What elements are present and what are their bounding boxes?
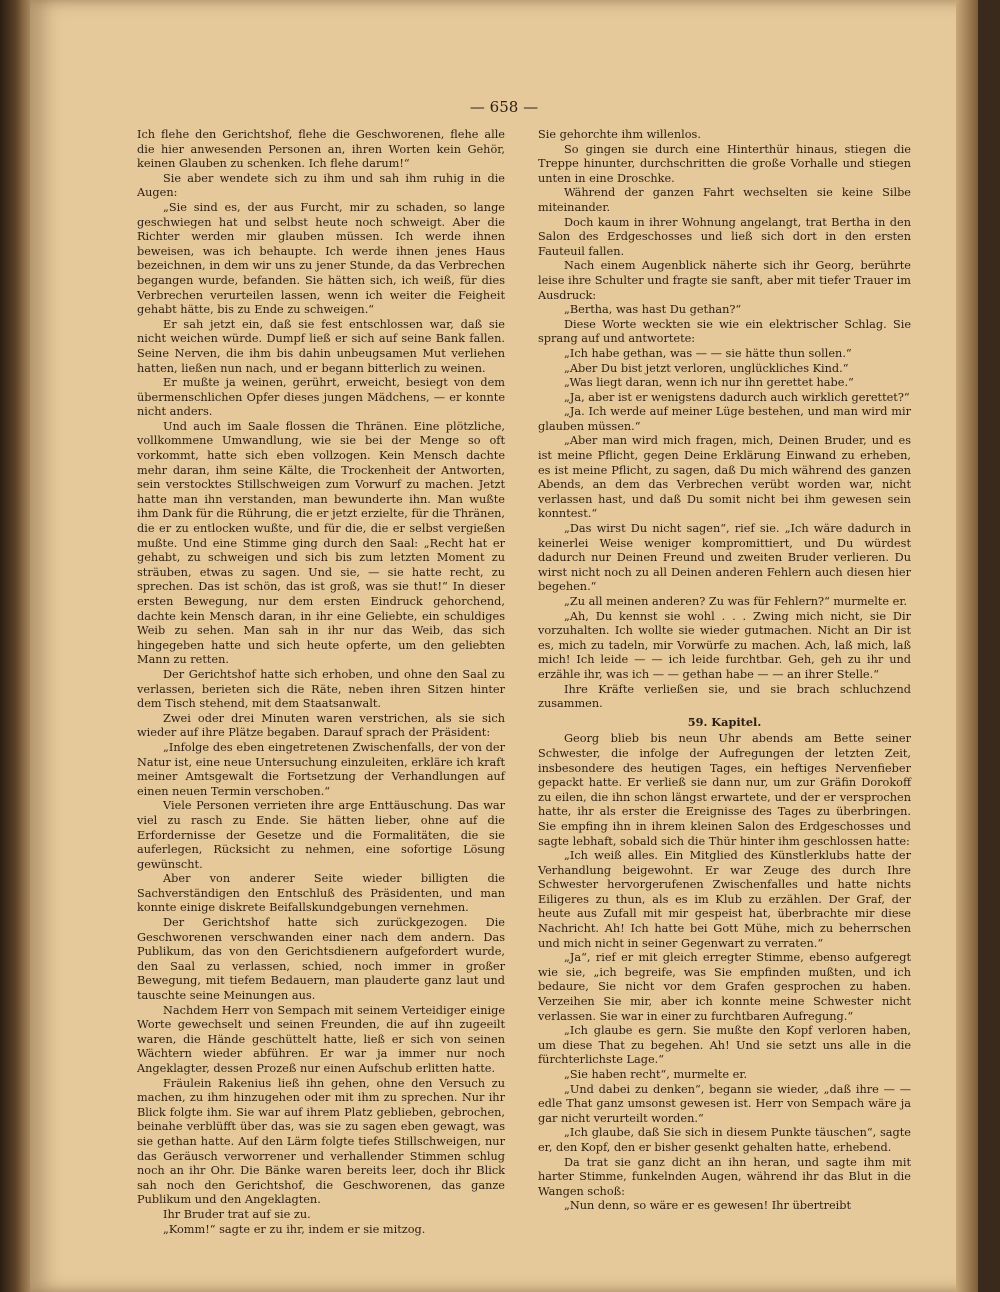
paragraph: „Aber Du bist jetzt verloren, unglückliches Kind.“ [564,361,849,375]
paragraph: Da trat sie ganz dicht an ihn heran, und sagte ihm mit harter Stimme, funkelnden Augen, während ihr das Blut in die Wangen schoß: [538,1155,911,1198]
paragraph: Diese Worte weckten sie wie ein elektrischer Schlag. Sie sprang auf und antwortete: [538,317,911,346]
paragraph: Der Gerichtshof hatte sich erhoben, und ohne den Saal zu verlassen, berieten sich die Räte, neben ihren Sitzen hinter dem Tisch stehend, mit dem Staatsanwalt. [137,667,505,711]
paragraph: „Aber man wird mich fragen, mich, Deinen Bruder, und es ist meine Pflicht, gegen Deine Erklärung Einwand zu erheben, es ist meine Pflicht, zu sagen, daß Du mich während des ganzen Abends, an dem das Verbrechen verübt worden war, nicht verlassen hast, und daß Du somit nicht bei ihm gewesen sein konntest.“ [538,434,911,521]
paragraph: „Komm!“ sagte er zu ihr, indem er sie mitzog. [163,1222,426,1236]
paragraph: Er sah jetzt ein, daß sie fest entschlossen war, daß sie nicht weichen würde. Dumpf ließ er sich auf seine Bank fallen. Seine Nerven, die ihm bis dahin unbeugsamen Mut verliehen hatten, ließen nun nach, und er begann bitterlich zu weinen. [137,317,505,375]
paragraph: „Ja, aber ist er wenigstens dadurch auch wirklich gerettet?“ [564,390,910,404]
left-column [137,128,505,1237]
paragraph: Während der ganzen Fahrt wechselten sie keine Silbe miteinander. [538,186,911,214]
paragraph: Nachdem Herr von Sempach mit seinem Verteidiger einige Worte gewechselt und seinen Freunden, die auf ihn zugeeilt waren, die Hände geschüttelt hatte, ließ er sich von seinen Wächtern wieder abführen. Er war ja immer nur noch Angeklagter, dessen Prozeß nur einen Aufschub erlitten hatte. [137,1003,505,1075]
paragraph: „Was liegt daran, wenn ich nur ihn gerettet habe.“ [564,376,854,390]
page-number: — 658 — [469,98,539,116]
paragraph: Doch kaum in ihrer Wohnung angelangt, trat Bertha in den Salon des Erdgeschosses und ließ sich dort in den ersten Fauteuil fallen. [538,215,911,258]
paragraph: „Das wirst Du nicht sagen“, rief sie. „Ich wäre dadurch in keinerlei Weise weniger kompromittiert, und Du würdest dadurch nur Deinen Freund und zweiten Bruder verlieren. Du wirst nicht noch zu all Deinen anderen Fehlern auch diesen hier begehen.“ [538,522,911,594]
paragraph: „Ah, Du kennst sie wohl . . . Zwing mich nicht, sie Dir vorzuhalten. Ich wollte sie wieder gutmachen. Nicht an Dir ist es, mich zu tadeln, mir Vorwürfe zu machen. Ach, laß mich, laß mich! Ich leide — — ich leide furchtbar. Geh, geh zu ihr und erzähle ihr, was ich — — gethan habe — — an ihrer Stelle.“ [538,609,911,681]
paragraph: „Ich glaube, daß Sie sich in diesem Punkte täuschen“, sagte er, den Kopf, den er bisher gesenkt gehalten hatte, erhebend. [538,1126,911,1154]
paragraph: „Ich glaube es gern. Sie mußte den Kopf verloren haben, um diese That zu begehen. Ah! Und sie setzt uns alle in die fürchterlichste Lage.“ [538,1024,911,1067]
paragraph: Viele Personen verrieten ihre arge Enttäuschung. Das war viel zu rasch zu Ende. Sie hätten lieber, ohne auf die Erfordernisse der Gesetze und die Formalitäten, die sie auferlegen, Rücksicht zu nehmen, eine sofortige Lösung gewünscht. [137,799,505,871]
paragraph: Zwei oder drei Minuten waren verstrichen, als sie sich wieder auf ihre Plätze begaben. Darauf sprach der Präsident: [137,711,505,740]
paragraph: Ihr Bruder trat auf sie zu. [163,1207,311,1221]
paragraph: Nach einem Augenblick näherte sich ihr Georg, berührte leise ihre Schulter und fragte sie sanft, aber mit tiefer Trauer im Ausdruck: [538,259,911,302]
paragraph: „Infolge des eben eingetretenen Zwischenfalls, der von der Natur ist, eine neue Untersuchung einzuleiten, erkläre ich kraft meiner Amtsgewalt die Fortsetzung der Verhandlungen auf einen neuen Termin verschoben.“ [137,740,505,798]
paragraph: „Zu all meinen anderen? Zu was für Fehlern?“ murmelte er. [564,595,908,608]
paragraph: Sie gehorchte ihm willenlos. [538,128,701,141]
paragraph: „Ich weiß alles. Ein Mitglied des Künstlerklubs hatte der Verhandlung beigewohnt. Er war Zeuge des durch Ihre Schwester hervorgerufenen Zwischenfalles und hatte nichts Eiligeres zu thun, als es im Klub zu erzählen. Der Graf, der heute aus Zufall mit mir gespeist hat, überbrachte mir diese Nachricht. Ah! Ich hatte bei Gott Mühe, mich zu beherrschen und mich nicht in seiner Gegenwart zu verraten.“ [538,849,911,950]
page-edge [956,0,978,1292]
right-column [538,128,911,1214]
paragraph: „Ja“, rief er mit gleich erregter Stimme, ebenso aufgeregt wie sie, „ich begreife, was Sie empfinden mußten, und ich bedaure, Sie nicht vor dem Grafen gesprochen zu haben. Verzeihen Sie mir, aber ich konnte meine Schwester nicht verlassen. Sie war in einer zu furchtbaren Aufregung.“ [538,951,911,1023]
book-spine [0,0,34,1292]
paragraph: „Nun denn, so wäre er es gewesen! Ihr übertreibt [564,1199,852,1213]
paragraph: So gingen sie durch eine Hinterthür hinaus, stiegen die Treppe hinunter, durchschritten die große Vorhalle und stiegen unten in eine Droschke. [538,142,911,185]
paragraph: „Sie sind es, der aus Furcht, mir zu schaden, so lange geschwiegen hat und selbst heute noch schweigt. Aber die Richter werden mir glauben müssen. Ich werde ihnen beweisen, was ich behaupte. Ich werde ihnen jenes Haus bezeichnen, in dem wir uns zu jener Stunde, da das Verbrechen begangen wurde, befanden. Sie hätten sich, ich weiß, für dies Verbrechen verurteilen lassen, wenn ich weiter die Feigheit gehabt hätte, bis zu Ende zu schweigen.“ [137,200,505,317]
paragraph: Ich flehe den Gerichtshof, flehe die Geschworenen, flehe alle die hier anwesenden Personen an, ihren Worten kein Gehör, keinen Glauben zu schenken. Ich flehe darum!“ [137,128,505,171]
paragraph: „Ich habe gethan, was — — sie hätte thun sollen.“ [564,346,852,360]
paragraph: Und auch im Saale flossen die Thränen. Eine plötzliche, vollkommene Umwandlung, wie sie bei der Menge so oft vorkommt, hatte sich eben vollzogen. Kein Mensch dachte mehr daran, ihm seine Kälte, die Trockenheit der Antworten, sein verstocktes Stillschweigen zum Vorwurf zu machen. Jetzt hatte man ihn verstanden, man bewunderte ihn. Man wußte ihm Dank für die Rührung, die er jetzt erzielte, für die Thränen, die er zu entlocken wußte, und für die, die er selbst vergießen mußte. Und eine Stimme ging durch den Saal: „Recht hat er gehabt, zu schweigen und sich bis zum letzten Moment zu sträuben, etwas zu sagen. Und sie, — sie hatte recht, zu sprechen. Das ist schön, das ist groß, was sie thut!“ In dieser ersten Bewegung, nur dem ersten Eindruck gehorchend, dachte kein Mensch daran, in ihr eine Geliebte, ein schuldiges Weib zu sehen. Man sah in ihr nur das Weib, das sich hingegeben hatte und sich heute opferte, um den geliebten Mann zu retten. [137,419,505,667]
paragraph: Er mußte ja weinen, gerührt, erweicht, besiegt von dem übermenschlichen Opfer dieses jungen Mädchens, — er konnte nicht anders. [137,376,505,419]
paragraph: Sie aber wendete sich zu ihm und sah ihm ruhig in die Augen: [137,171,505,200]
paragraph: Georg blieb bis neun Uhr abends am Bette seiner Schwester, die infolge der Aufregungen der letzten Zeit, insbesondere des heutigen Tages, ein heftiges Nervenfieber gepackt hatte. Er verließ sie dann nur, um zur Gräfin Dorokoff zu eilen, die ihn schon längst erwartete, und der er versprochen hatte, ihr als erster die Ereignisse des Tages zu überbringen. Sie empfing ihn in ihrem kleinen Salon des Erdgeschosses und sagte lebhaft, sobald sich die Thür hinter ihm geschlossen hatte: [538,732,911,848]
paragraph: „Und dabei zu denken“, begann sie wieder, „daß ihre — — edle That ganz umsonst gewesen ist. Herr von Sempach wäre ja gar nicht verurteilt worden.“ [538,1082,911,1125]
paragraph: „Ja. Ich werde auf meiner Lüge bestehen, und man wird mir glauben müssen.“ [538,405,911,433]
chapter-heading: 59. Kapitel. [687,714,762,729]
paragraph: „Bertha, was hast Du gethan?“ [564,303,742,317]
paragraph: Fräulein Rakenius ließ ihn gehen, ohne den Versuch zu machen, zu ihm hinzugehen oder mit ihm zu sprechen. Nur ihr Blick folgte ihm. Sie war auf ihrem Platz geblieben, gebrochen, beinahe verblüfft über das, was sie zu sagen eben gewagt, was sie gethan hatte. Auf den Lärm folgte tiefes Stillschweigen, nur das Geräusch verworrener und verhallender Stimmen schlug noch an ihr Ohr. Die Bänke waren bereits leer, doch ihr Blick sah noch den Gerichtshof, die Geschworenen, das ganze Publikum und den Angeklagten. [137,1076,505,1207]
paragraph: Ihre Kräfte verließen sie, und sie brach schluchzend zusammen. [538,682,911,711]
book-page [30,0,978,1292]
paragraph: „Sie haben recht“, murmelte er. [564,1068,748,1081]
paragraph: Der Gerichtshof hatte sich zurückgezogen. Die Geschworenen verschwanden einer nach dem andern. Das Publikum, das von den Gerichtsdienern aufgefordert wurde, den Saal zu verlassen, schied, noch immer in großer Bewegung, mit tiefem Bedauern, man plauderte ganz laut und tauschte seine Meinungen aus. [137,916,505,1003]
paragraph: Aber von anderer Seite wieder billigten die Sachverständigen den Entschluß des Präsidenten, und man konnte einige diskrete Beifallskundgebungen vernehmen. [137,872,505,915]
